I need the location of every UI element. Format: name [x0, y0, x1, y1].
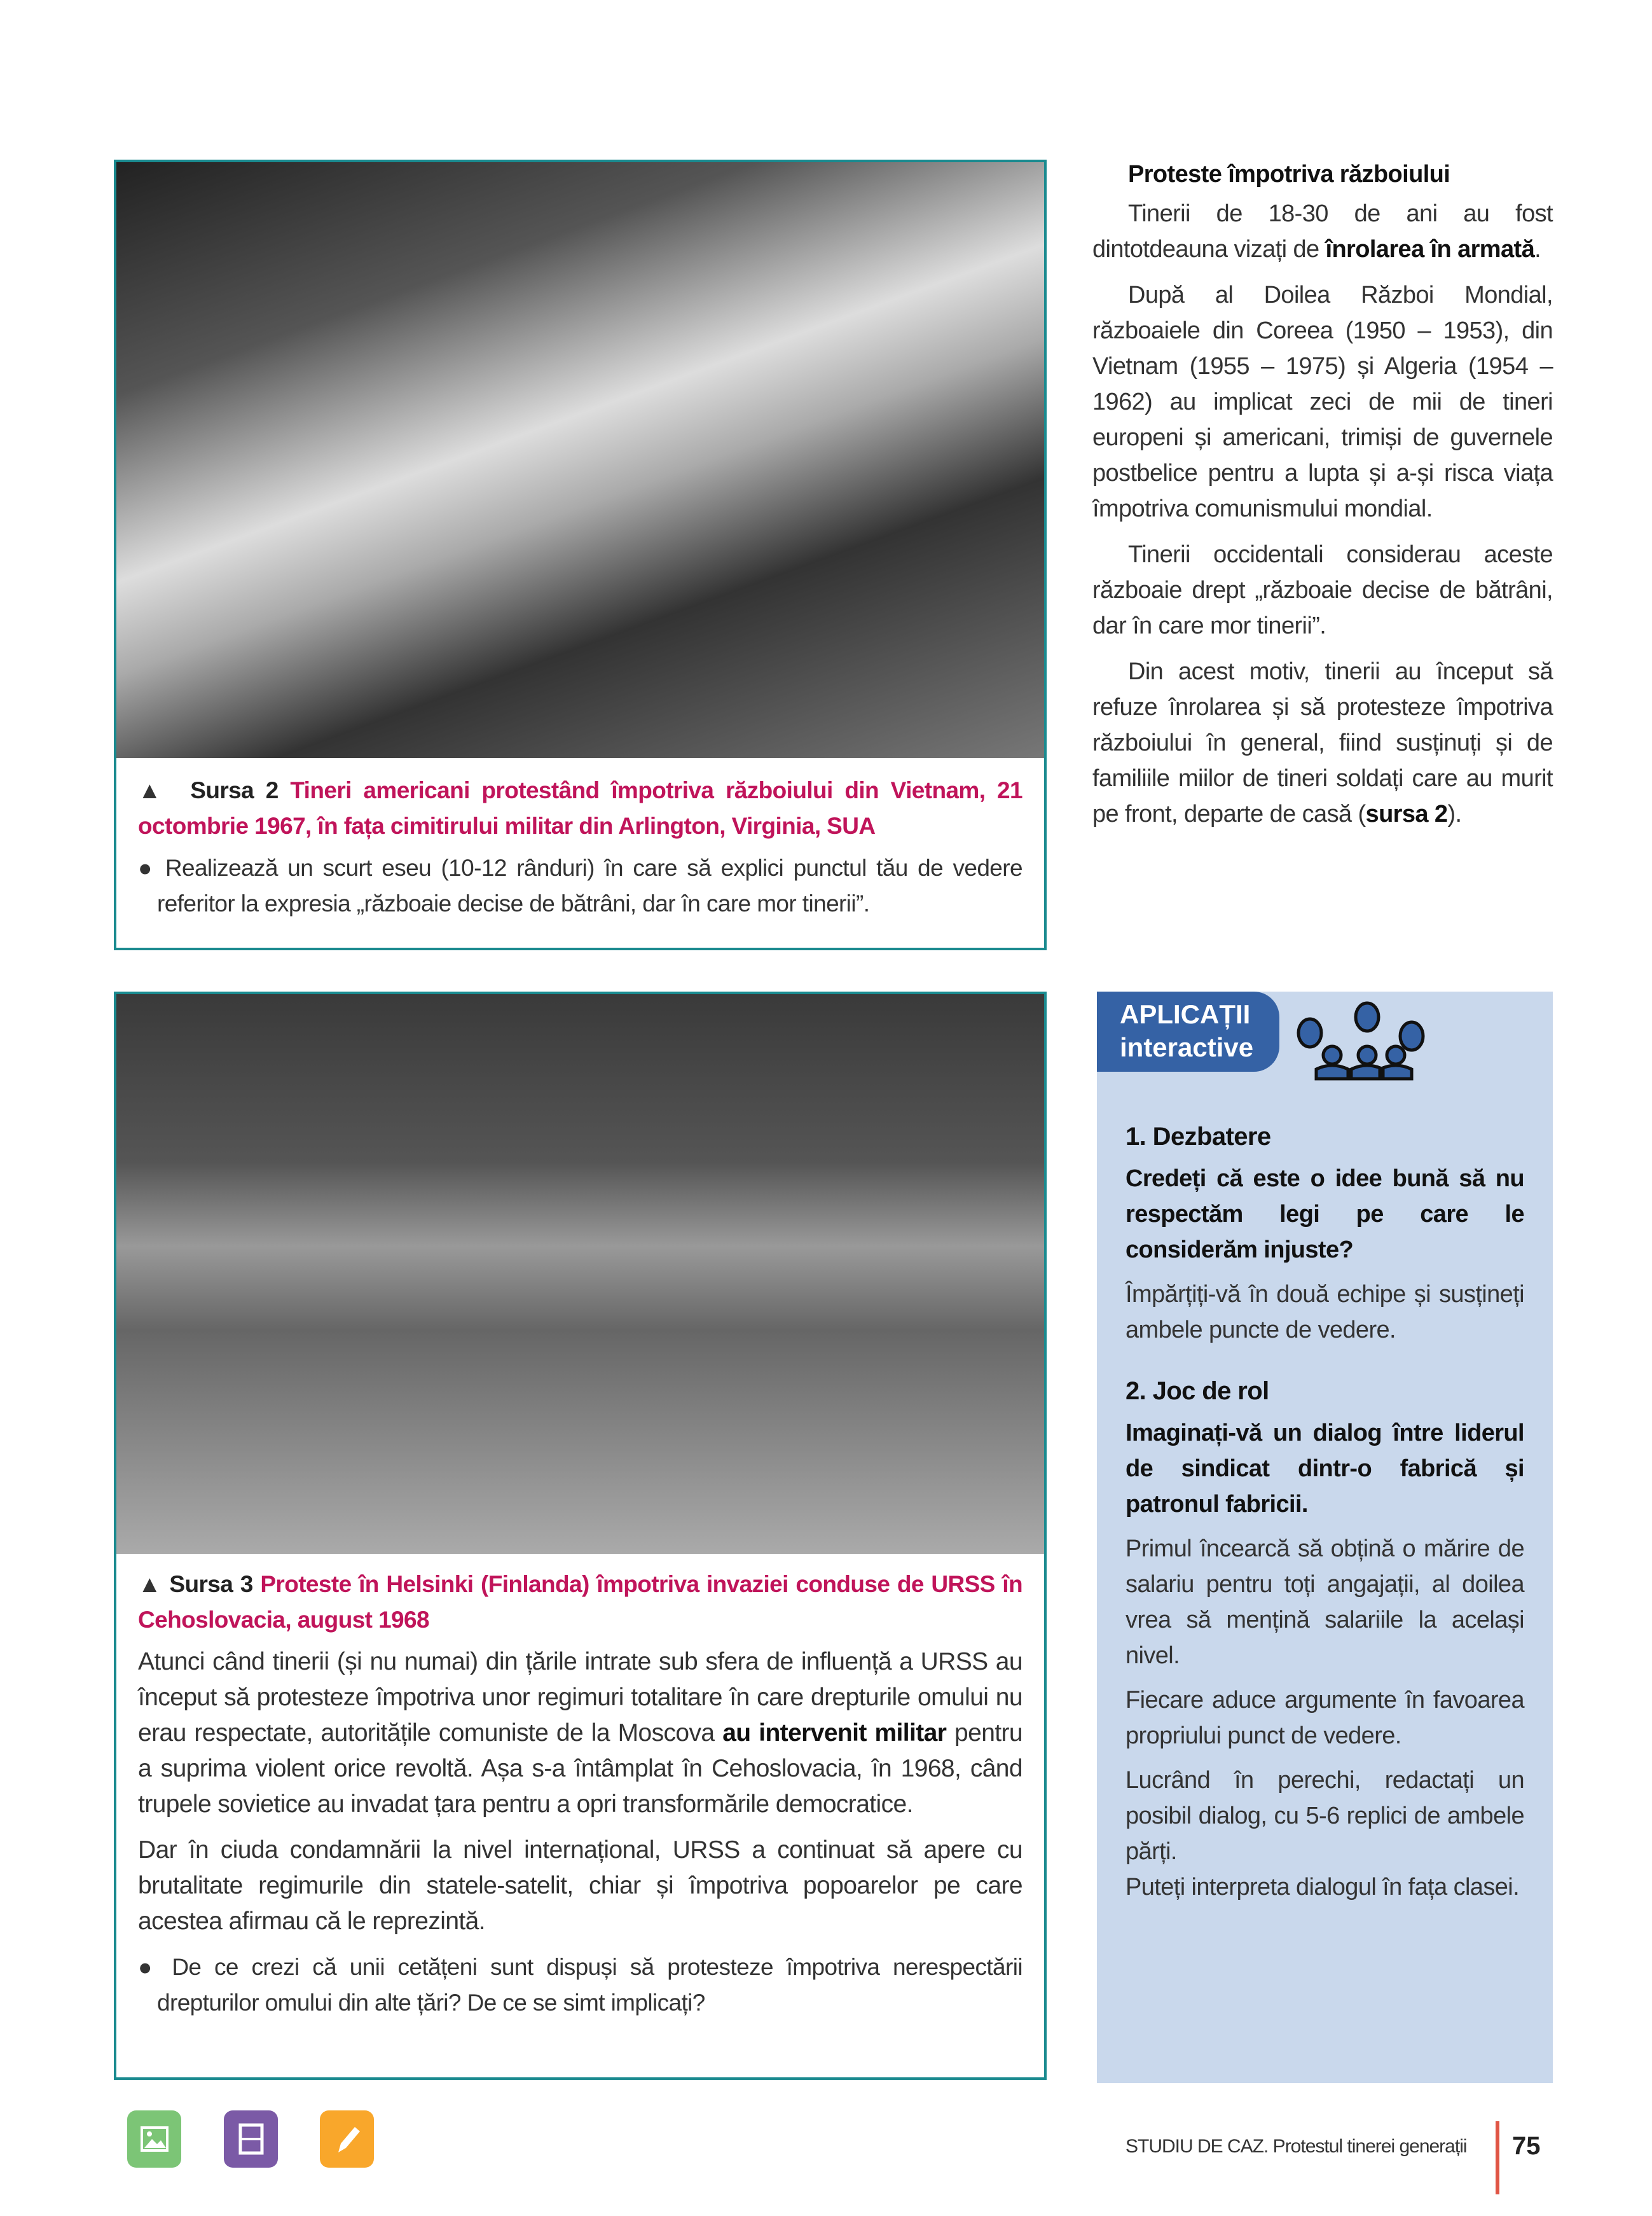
activity-1-question: Credeți că este o idee bună să nu respectăm legi pe care le considerăm injuste?	[1125, 1165, 1524, 1263]
paragraph: Lucrând în perechi, redactați un posibil dialog, cu 5-6 replici de ambele părți.	[1125, 1767, 1524, 1865]
footer-chapter: STUDIU DE CAZ. Protestul tinerei generații	[1125, 2136, 1467, 2157]
image-resource-icon[interactable]	[127, 2110, 181, 2168]
source-3-caption: ▲ Sursa 3 Proteste în Helsinki (Finlanda) împotriva invaziei conduse de URSS în Cehoslovacia, august 1968 Atunci când tinerii (și nu numai) din țările intrate sub sfera de influență a URSS au început să protesteze împotriva unor regimuri totalitare în care drepturile omului nu erau respectate, autoritățile comuniste de la Moscova au intervenit militar pentru a suprima violent orice revoltă. Așa s-a întâmplat în Cehoslovacia, în 1968, când trupele sovietice au invadat țara pentru a opri transformările democratice. Dar în ciuda condamnării la nivel internațional, URSS a continuat să apere cu brutalitate regimurile din statele-satelit, chiar și împotriva popoarelor pe care acestea afirmau că le reprezintă. ● De ce crezi că unii cetățeni sunt dispuși să protesteze împotriva nerespectării drepturilor omului din alte țări? De ce se simt implicați?	[138, 1567, 1022, 2021]
video-resource-icon[interactable]	[224, 2110, 278, 2168]
source-title: Tineri americani protestând împotriva războiului din Vietnam, 21 octombrie 1967, în fața cimitirului militar din Arlington, Virginia, SUA	[138, 777, 1022, 839]
source-3-box	[114, 992, 1047, 2080]
applications-tag: APLICAȚII interactive	[1097, 992, 1279, 1072]
paragraph: Primul încearcă să obțină o mărire de salariu pentru toți angajații, al doilea vrea să mențină salariile la același nivel.	[1125, 1535, 1524, 1669]
task-item: ● Realizează un scurt eseu (10-12 rânduri) în care să explici punctul tău de vedere referitor la expresia „războaie decise de bătrâni, dar în care mor tinerii”.	[138, 855, 1022, 917]
source-2-caption	[138, 773, 1022, 922]
group-ideas-icon	[1291, 1001, 1428, 1081]
activity-1-title: 1. Dezbatere	[1125, 1123, 1271, 1151]
task-text: Realizează un scurt eseu (10-12 rânduri) în care să explici punctul tău de vedere referitor la expresia „războaie decise de bătrâni, dar în care mor tinerii”.	[157, 855, 1022, 917]
footer-divider	[1496, 2121, 1499, 2194]
pencil-exercise-icon[interactable]	[320, 2110, 374, 2168]
activity-2-question: Imaginați-vă un dialog între liderul de sindicat dintr-o fabrică și patronul fabricii.	[1125, 1420, 1524, 1518]
paragraph: Fiecare aduce argumente în favoarea propriului punct de vedere.	[1125, 1687, 1524, 1749]
paragraph: După al Doilea Război Mondial, războaiele din Coreea (1950 – 1953), din Vietnam (1955 – 1975) și Algeria (1954 – 1962) au implicat zeci de mii de tineri europeni și americani, trimiși de guvernele postbelice pentru a lupta și a-și risca viața împotriva comunismului mondial.	[1092, 282, 1553, 522]
paragraph: Dar în ciuda condamnării la nivel internațional, URSS a continuat să apere cu brutalitate regimurile din statele-satelit, chiar și împotriva popoarelor pe care acestea afirmau că le reprezintă.	[138, 1836, 1022, 1935]
protest-photo-helsinki	[116, 994, 1044, 1554]
paragraph: Tinerii occidentali considerau aceste războaie drept „războaie decise de bătrâni, dar în care mor tinerii”.	[1092, 541, 1553, 639]
activity-1-text: Împărțiți-vă în două echipe și susțineți ambele puncte de vedere.	[1125, 1281, 1524, 1343]
triangle-icon: ▲	[138, 1571, 170, 1597]
paragraph: Atunci când tinerii (și nu numai) din țările intrate sub sfera de influență a URSS au început să protesteze împotriva unor regimuri totalitare în care drepturile omului nu erau respectate, autoritățile comuniste de la Moscova au intervenit militar pentru a suprima violent orice revoltă. Așa s-a întâmplat în Cehoslovacia, în 1968, când trupele sovietice au invadat țara pentru a opri transformările democratice.	[138, 1648, 1022, 1818]
interactive-applications-panel	[1097, 992, 1553, 2083]
protest-photo-vietnam	[116, 162, 1044, 758]
source-2-box	[114, 160, 1047, 950]
source-label: Sursa 2	[190, 777, 279, 803]
activity-2-title: 2. Joc de rol	[1125, 1377, 1269, 1405]
paragraph: Din acest motiv, tinerii au început să refuze înrolarea și să protesteze împotriva războiului în general, fiind susținuți și de familiile miilor de tineri soldați care au murit pe front, departe de casă (sursa 2).	[1092, 658, 1553, 828]
paragraph: Puteți interpreta dialogul în fața clasei.	[1125, 1874, 1520, 1901]
triangle-icon: ▲	[138, 777, 191, 803]
article	[1092, 156, 1553, 842]
article-heading: Proteste împotriva războiului	[1128, 161, 1450, 188]
paragraph: Tinerii de 18-30 de ani au fost dintotdeauna vizați de înrolarea în armată.	[1092, 200, 1553, 263]
task-item: ● De ce crezi că unii cetățeni sunt dispuși să protesteze împotriva nerespectării drepturilor omului din alte țări? De ce se simt implicați?	[138, 1954, 1022, 2016]
page-number: 75	[1512, 2132, 1541, 2160]
